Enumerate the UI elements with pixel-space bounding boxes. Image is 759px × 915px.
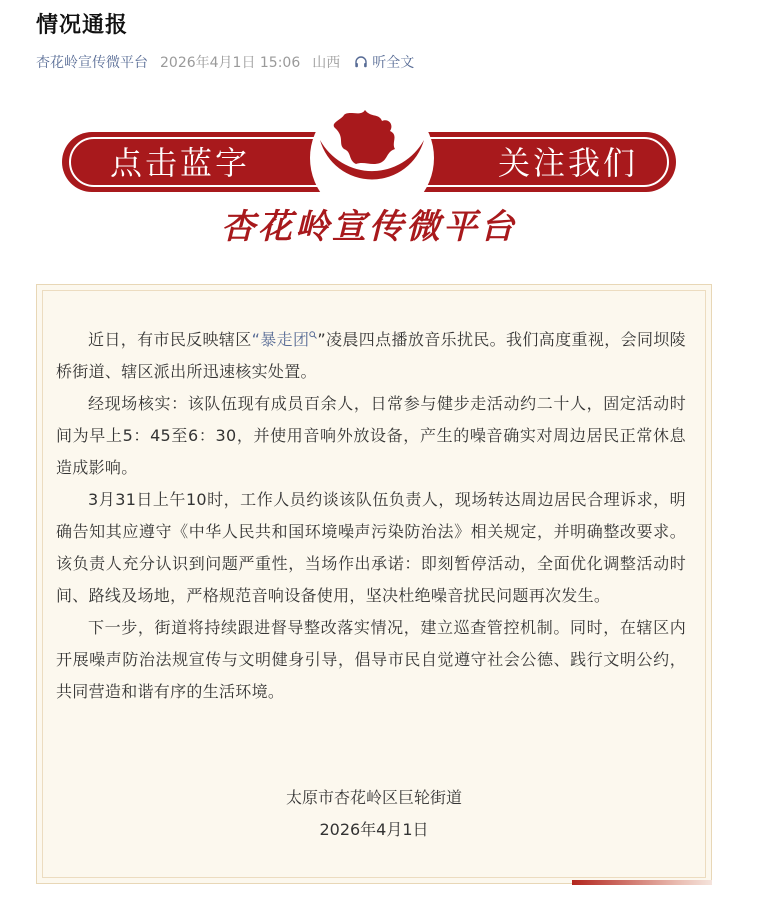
paragraph-1-start: 近日，有市民反映辖区 (88, 330, 252, 349)
listen-label: 听全文 (372, 55, 415, 71)
signature-date: 2026年4月1日 (319, 820, 429, 839)
banner-brand-text: 杏花岭宣传微平台 (221, 207, 517, 247)
article-title: 情况通报 (36, 13, 129, 38)
article-meta (36, 52, 414, 72)
paragraph-1 (56, 324, 686, 388)
listen-full-text-button[interactable] (354, 52, 414, 72)
follow-banner[interactable] (62, 108, 676, 258)
banner-right-text: 关注我们 (497, 144, 639, 182)
notice-body (56, 324, 686, 708)
paragraph-1-end: ”凌晨四点播放音乐扰民。我们高度重视，会同坝陵桥街道、辖区派出所迅速核实处置。 (56, 330, 686, 381)
publish-location: 山西 (312, 55, 341, 71)
banner-left-text: 点击蓝字 (109, 144, 251, 182)
signature-org: 太原市杏花岭区巨轮街道 (285, 788, 462, 807)
notice-signature (36, 782, 712, 846)
paragraph-3: 3月31日上午10时，工作人员约谈该队伍负责人，现场转达周边居民合理诉求，明确告知其应遵守《中华人民共和国环境噪声污染防治法》相关规定，并明确整改要求。该负责人充分认识到问题严重性，当场作出承诺：即刻暂停活动，全面优化调整活动时间、路线及场地，严格规范音响设备使用，坚决杜绝噪音扰民问题再次发生。 (56, 490, 686, 605)
publish-datetime: 2026年4月1日 15:06 (160, 55, 301, 71)
keyword-link[interactable]: “暴走团 (251, 330, 310, 349)
account-name-link[interactable]: 杏花岭宣传微平台 (36, 55, 148, 71)
banner-graphic (62, 108, 676, 258)
paragraph-4: 下一步，街道将持续跟进督导整改落实情况，建立巡查管控机制。同时，在辖区内开展噪声防治法规宣传与文明健身引导，倡导市民自觉遵守社会公德、践行文明公约，共同营造和谐有序的生活环境。 (56, 618, 686, 701)
paragraph-2: 经现场核实：该队伍现有成员百余人，日常参与健步走活动约二十人，固定活动时间为早上5：45至6：30，并使用音响外放设备，产生的噪音确实对周边居民正常休息造成影响。 (56, 394, 686, 477)
decorative-accent-bar (572, 880, 712, 885)
headphones-icon (354, 55, 368, 69)
